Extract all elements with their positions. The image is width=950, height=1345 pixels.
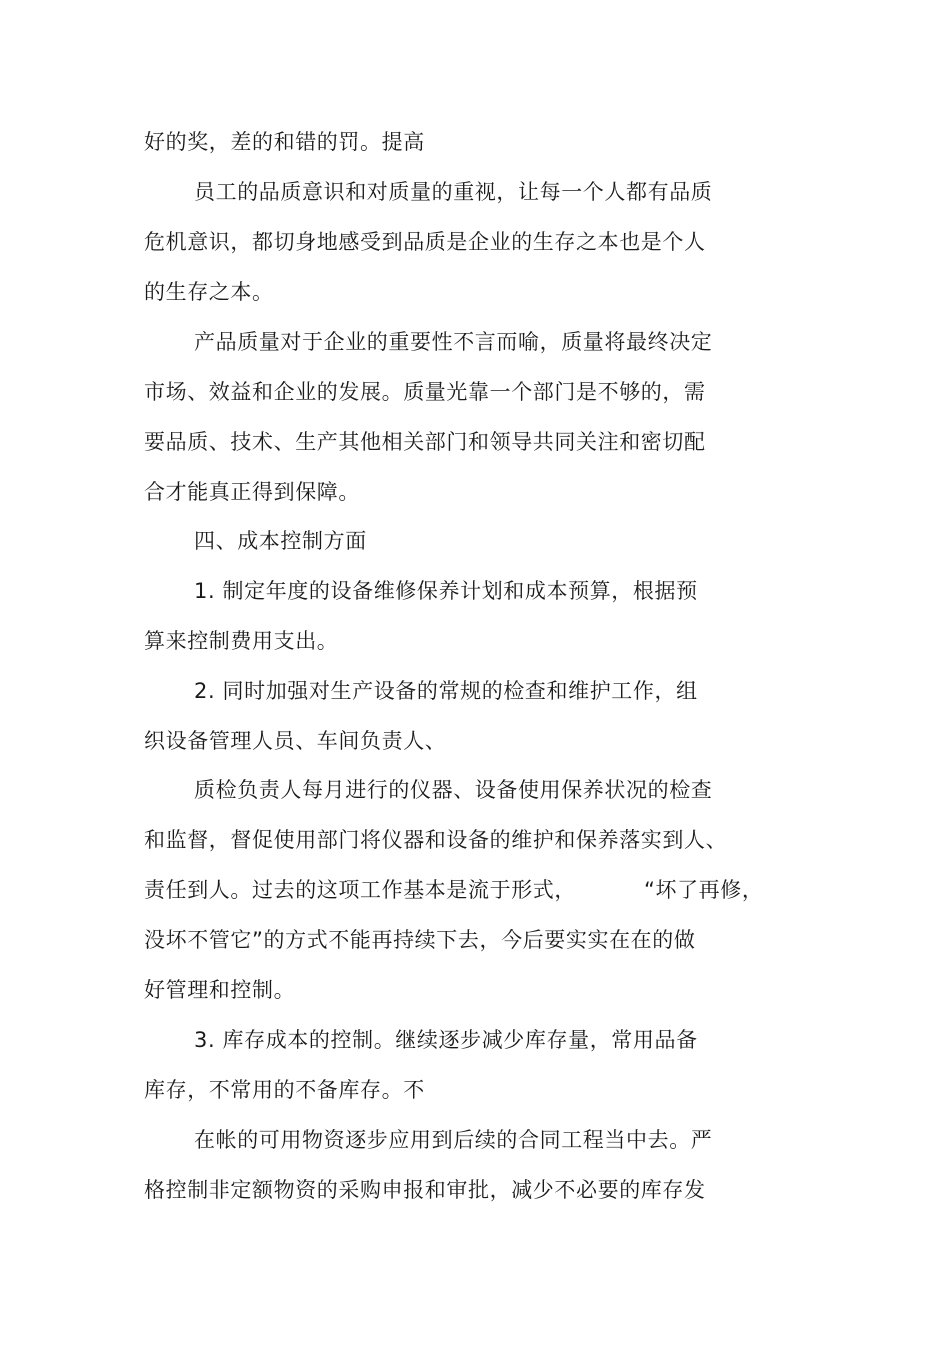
- paragraph-line: 危机意识，都切身地感受到品质是企业的生存之本也是个人: [144, 230, 706, 254]
- paragraph-line: 没坏不管它”的方式不能再持续下去，今后要实实在在的做: [144, 928, 696, 952]
- list-item-1: 1. 制定年度的设备维修保养计划和成本预算，根据预: [194, 579, 698, 603]
- paragraph-line: 的生存之本。: [144, 280, 274, 304]
- list-item-3: 3. 库存成本的控制。继续逐步减少库存量，常用品备: [194, 1028, 698, 1052]
- paragraph-line: 算来控制费用支出。: [144, 629, 339, 653]
- paragraph-line: 员工的品质意识和对质量的重视，让每一个人都有品质: [194, 180, 713, 204]
- section-heading: 四、成本控制方面: [194, 529, 367, 553]
- paragraph-line-part: 责任到人。过去的这项工作基本是流于形式，: [144, 878, 576, 902]
- paragraph-line: 在帐的可用物资逐步应用到后续的合同工程当中去。严: [194, 1128, 713, 1152]
- paragraph-line: 市场、效益和企业的发展。质量光靠一个部门是不够的，需: [144, 380, 706, 404]
- paragraph-line: [144, 875, 763, 905]
- quoted-phrase: “坏了再修，: [644, 878, 764, 902]
- paragraph-line: 要品质、技术、生产其他相关部门和领导共同关注和密切配: [144, 430, 706, 454]
- paragraph-line: 格控制非定额物资的采购申报和审批，减少不必要的库存发: [144, 1178, 706, 1202]
- paragraph-line: 好的奖，差的和错的罚。提高: [144, 130, 425, 154]
- list-item-2: 2. 同时加强对生产设备的常规的检查和维护工作，组: [194, 679, 698, 703]
- paragraph-line: 库存，不常用的不备库存。不: [144, 1078, 425, 1102]
- paragraph-line: 和监督，督促使用部门将仪器和设备的维护和保养落实到人、: [144, 828, 728, 852]
- paragraph-line: 产品质量对于企业的重要性不言而喻，质量将最终决定: [194, 330, 713, 354]
- paragraph-line: 织设备管理人员、车间负责人、: [144, 729, 447, 753]
- paragraph-line: 合才能真正得到保障。: [144, 480, 360, 504]
- paragraph-line: 质检负责人每月进行的仪器、设备使用保养状况的检查: [194, 778, 713, 802]
- paragraph-line: 好管理和控制。: [144, 978, 296, 1002]
